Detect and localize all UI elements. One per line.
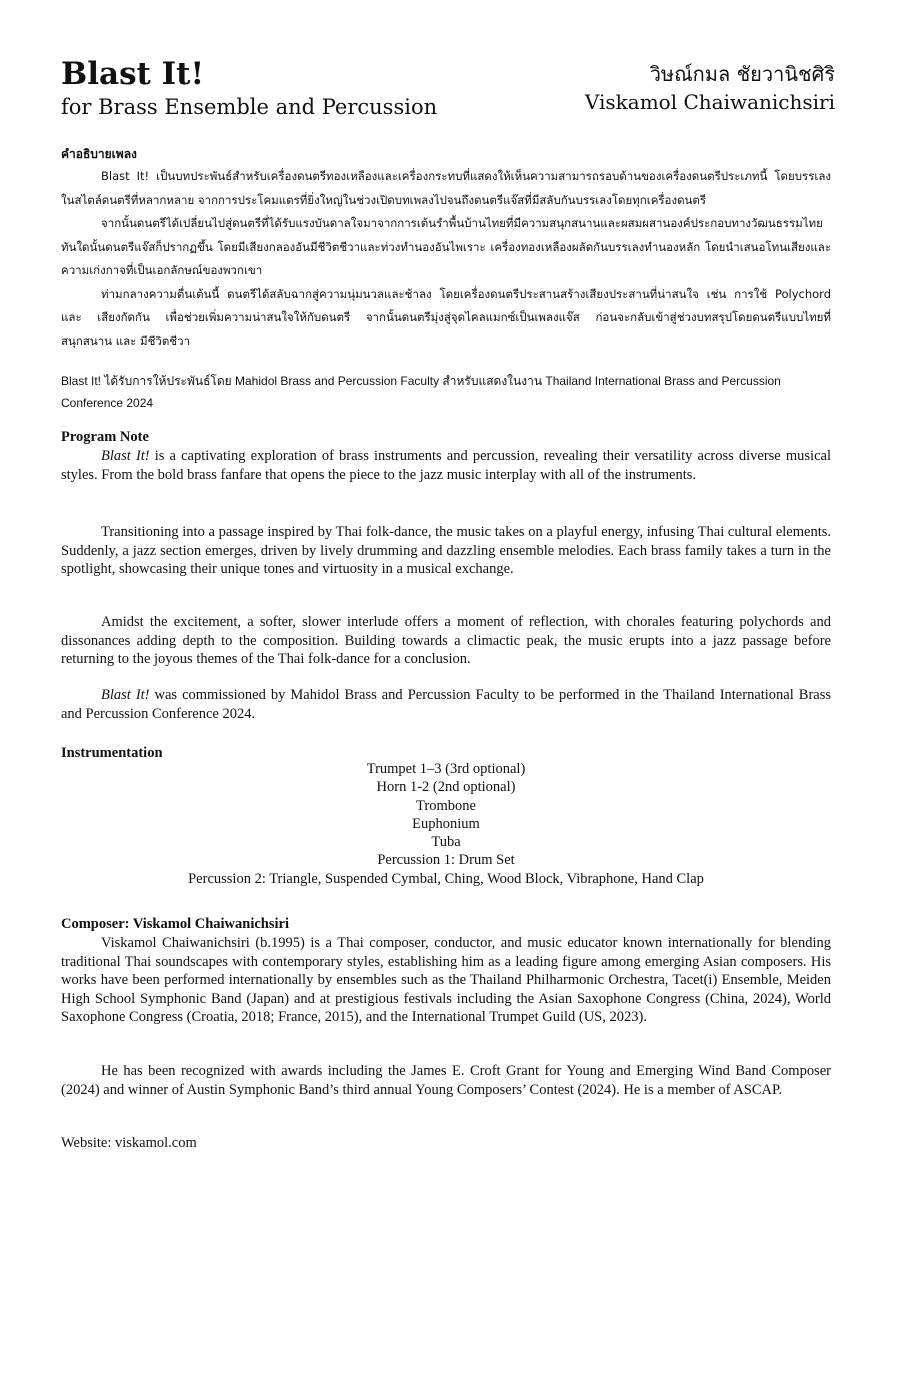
piece-title: Blast It!: [61, 56, 205, 92]
program-note-title-ref: Blast It!: [101, 448, 150, 464]
program-note-title-ref-2: Blast It!: [101, 687, 150, 703]
thai-note-paragraph-3: ท่ามกลางความตื่นเต้นนี้ ดนตรีได้สลับฉากสู่ความนุ่มนวลและช้าลง โดยเครื่องดนตรีประสานสร้างเสียงประสานที่น่าสนใจ เช่น การใช้ Polychord และ เสียงกัดกัน เพื่อช่วยเพิ่มความน่าสนใจให้กับดนตรี จากนั้นดนตรีมุ่งสู่จุดไคลแมกซ์เป็นเพลงแจ๊ส ก่อนจะกลับเข้าสู่ช่วงบทสรุปโดยดนตรีแบบไทยที่สนุกสนาน และ มีชีวิตชีวา: [61, 286, 831, 348]
thai-note-p1-text: เป็นบทประพันธ์สำหรับเครื่องดนตรีทองเหลืองและเครื่องกระทบที่แสดงให้เห็นความสามารถรอบด้านของเครื่องดนตรีประเภทนี้ โดยบรรเลงในสไตล์ดนตรีที่หลากหลาย จากการประโคมแตรที่ยิ่งใหญ่ในช่วงเปิดบทเพลงไปจนถึงดนตรีแจ๊สที่มีสลับกันบรรเลงโดยทุกเครื่องดนตรี: [61, 169, 831, 207]
program-note-paragraph-2: Transitioning into a passage inspired by Thai folk-dance, the music takes on a playful energy, infusing Thai cultural elements. Suddenly, a jazz section emerges, driven by lively drumming and dazzling ensemble melodies. Each brass family takes a turn in the spotlight, showcasing their unique tones and virtuosity in a musical exchange.: [61, 524, 831, 577]
thai-note-heading: คำอธิบายเพลง: [61, 147, 137, 161]
thai-note-body: [61, 165, 831, 353]
instrumentation-list: [61, 760, 831, 888]
composer-bio-heading: Composer: Viskamol Chaiwanichsiri: [61, 916, 289, 932]
program-note-heading: Program Note: [61, 429, 149, 445]
thai-commission-note: Blast It! ได้รับการให้ประพันธ์โดย Mahidol Brass and Percussion Faculty สำหรับแสดงในงาน Thailand International Brass and Percussion Conference 2024: [61, 374, 781, 410]
instrument-item: Trombone: [416, 797, 476, 814]
instrument-item: Trumpet 1–3 (3rd optional): [366, 761, 526, 777]
instrument-item: Horn 1-2 (2nd optional): [376, 779, 516, 796]
instrument-item: Euphonium: [412, 815, 480, 832]
instrumentation-heading: Instrumentation: [61, 745, 163, 761]
thai-note-title-ref: Blast It!: [101, 169, 150, 183]
thai-note-paragraph-2: จากนั้นดนตรีได้เปลี่ยนไปสู่ดนตรีที่ได้รับแรงบันดาลใจมาจากการเต้นรำพื้นบ้านไทยที่มีความสนุกสนานและผสมผสานองค์ประกอบทางวัฒนธรรมไทย ทันใดนั้นดนตรีแจ๊สก็ปรากฏขึ้น โดยมีเสียงกลองอันมีชีวิตชีวาและท่วงทำนองอันไพเราะ เครื่องทองเหลืองผลัดกันบรรเลงทำนองหลัก โดยนำเสนอโทนเสียงและความเก่งกาจที่เป็นเอกลักษณ์ของพวกเขา: [61, 216, 831, 277]
instrument-item: Tuba: [431, 834, 461, 851]
thai-note-paragraph-1: [61, 165, 831, 212]
composer-bio-paragraph-2: He has been recognized with awards including the James E. Croft Grant for Young and Emerging Wind Band Composer (2024) and winner of Austin Symphonic Band’s third annual Young Composers’ Contest (2024). He is a member of ASCAP.: [61, 1063, 831, 1098]
program-note-paragraph-4: [61, 686, 831, 723]
website-link[interactable]: Website: viskamol.com: [61, 1135, 197, 1151]
composer-name-thai: วิษณ์กมล ชัยวานิชศิริ: [649, 62, 835, 86]
program-note-p4-text: was commissioned by Mahidol Brass and Percussion Faculty to be performed in the Thailand International Brass and Percussion Conference 2024.: [61, 687, 832, 722]
composer-name-english: Viskamol Chaiwanichsiri: [584, 90, 835, 114]
program-note-paragraph-1: [61, 447, 831, 484]
program-note-p1-text: is a captivating exploration of brass instruments and percussion, revealing their versatility across diverse musical styles. From the bold brass fanfare that opens the piece to the jazz music interplay with all of the instruments.: [61, 448, 831, 483]
composer-bio-paragraph-1: Viskamol Chaiwanichsiri (b.1995) is a Thai composer, conductor, and music educator known internationally for blending traditional Thai soundscapes with contemporary styles, establishing him as a leading figure among emerging Asian composers. His works have been performed internationally by ensembles such as the Thailand Philharmonic Orchestra, Tacet(i) Ensemble, Meiden High School Symphonic Band (Japan) and at prestigious festivals including the Asian Saxophone Congress (China, 2024), World Saxophone Congress (Croatia, 2018; France, 2015), and the International Trumpet Guild (US, 2023).: [61, 935, 831, 1025]
instrument-item: Percussion 1: Drum Set: [377, 852, 515, 869]
piece-subtitle: for Brass Ensemble and Percussion: [61, 95, 438, 119]
program-note-paragraph-3: Amidst the excitement, a softer, slower interlude offers a moment of reflection, with chorales featuring polychords and dissonances adding depth to the composition. Building towards a climactic peak, the music erupts into a jazz passage before returning to the joyous themes of the Thai folk-dance for a conclusion.: [61, 614, 831, 667]
instrument-item: Percussion 2: Triangle, Suspended Cymbal, Ching, Wood Block, Vibraphone, Hand Clap: [188, 870, 704, 887]
